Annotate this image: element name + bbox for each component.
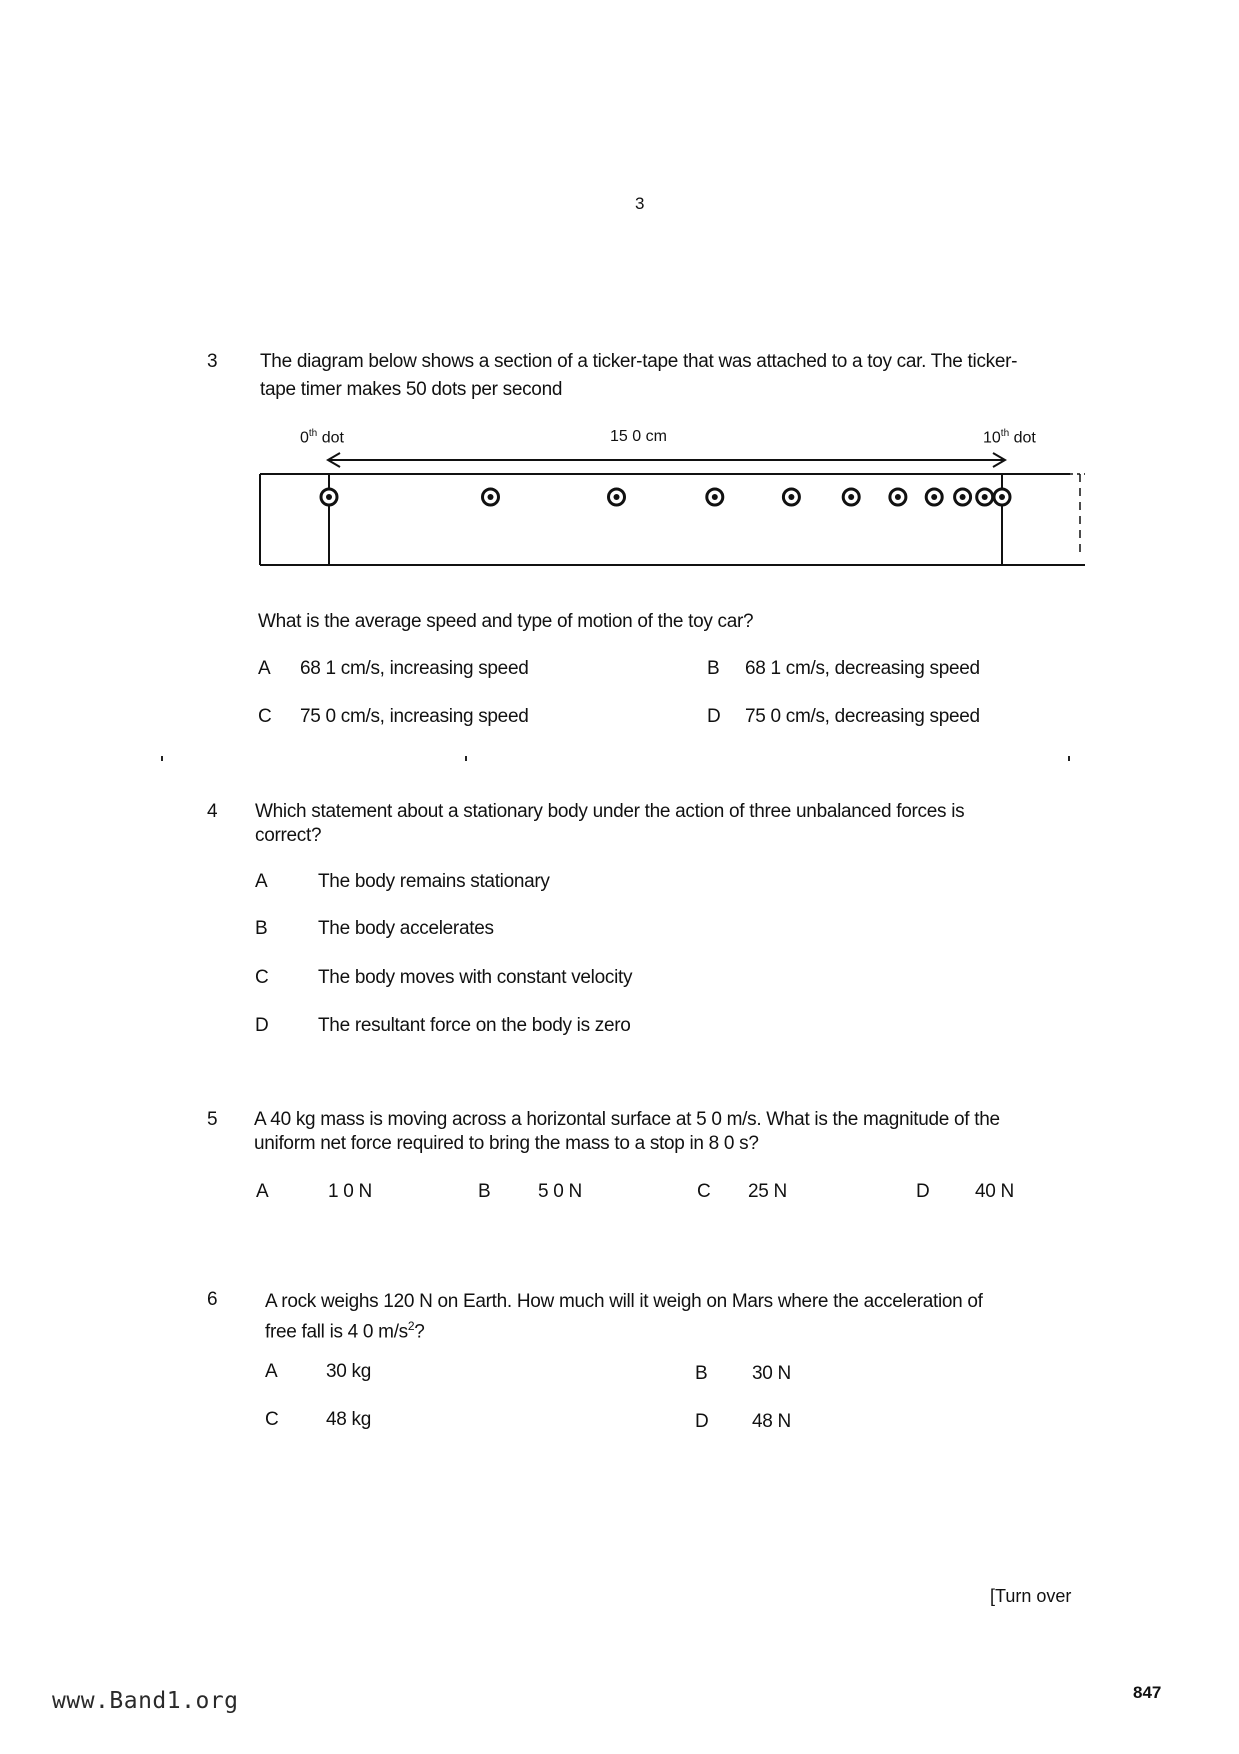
q6-option-a-text[interactable]: 30 kg [326, 1361, 371, 1382]
question-3-prompt: What is the average speed and type of motion of the toy car? [258, 611, 754, 632]
question-5-stem-line-1: A 40 kg mass is moving across a horizontal surface at 5 0 m/s. What is the magnitude of the [254, 1109, 1000, 1130]
q6-stem-end: ? [414, 1321, 425, 1343]
q4-option-d-text[interactable]: The resultant force on the body is zero [318, 1015, 631, 1036]
q3-option-a-text[interactable]: 68 1 cm/s, increasing speed [300, 658, 529, 679]
label-start-number: 0 [300, 429, 309, 447]
q5-option-d-letter: D [916, 1181, 930, 1202]
tape-dot-core-5 [848, 494, 854, 500]
question-6-stem-line-2 [265, 1314, 425, 1344]
q6-stem-main: free fall is 4 0 m/s [265, 1321, 408, 1343]
distance-label: 15 0 cm [610, 428, 667, 445]
q5-option-d-text[interactable]: 40 N [975, 1181, 1014, 1202]
question-5-stem-line-2: uniform net force required to bring the mass to a stop in 8 0 s? [254, 1133, 759, 1154]
q5-option-b-letter: B [478, 1181, 491, 1202]
q3-option-c-text[interactable]: 75 0 cm/s, increasing speed [300, 706, 529, 727]
paper-code: 847 [1133, 1683, 1162, 1702]
q5-option-c-text[interactable]: 25 N [748, 1181, 787, 1202]
q6-option-b-letter: B [695, 1363, 708, 1384]
scan-speck [1068, 756, 1070, 761]
q6-option-d-letter: D [695, 1411, 709, 1432]
question-4-number: 4 [207, 801, 218, 822]
q3-option-d-letter: D [707, 706, 721, 727]
q3-option-c-letter: C [258, 706, 272, 727]
tape-dot-core-9 [982, 494, 988, 500]
question-3-number: 3 [207, 351, 218, 372]
scan-speck [465, 756, 467, 761]
q5-option-c-letter: C [697, 1181, 711, 1202]
page-number: 3 [635, 194, 645, 213]
q3-option-b-text[interactable]: 68 1 cm/s, decreasing speed [745, 658, 980, 679]
q3-option-d-text[interactable]: 75 0 cm/s, decreasing speed [745, 706, 980, 727]
question-4-stem-line-1: Which statement about a stationary body under the action of three unbalanced forces is [255, 801, 965, 822]
tape-dot-core-1 [488, 494, 494, 500]
q6-option-b-text[interactable]: 30 N [752, 1363, 791, 1384]
q3-option-a-letter: A [258, 658, 271, 679]
label-start-suffix: dot [317, 429, 344, 447]
q6-option-c-letter: C [265, 1409, 279, 1430]
tape-dot-core-3 [712, 494, 718, 500]
scan-speck [161, 756, 163, 761]
label-end-suffix: dot [1009, 429, 1036, 447]
question-3-stem-line-2: tape timer makes 50 dots per second [260, 379, 563, 400]
q5-option-b-text[interactable]: 5 0 N [538, 1181, 582, 1202]
turn-over-note: [Turn over [990, 1586, 1072, 1606]
ticker-dots [321, 489, 1010, 505]
label-end-dot [983, 428, 1036, 447]
q4-option-a-text[interactable]: The body remains stationary [318, 871, 550, 892]
q3-option-b-letter: B [707, 658, 720, 679]
label-start-sup: th [308, 428, 318, 439]
label-start-dot [300, 428, 344, 447]
tape-dot-core-2 [614, 494, 620, 500]
q4-option-a-letter: A [255, 871, 268, 892]
q5-option-a-text[interactable]: 1 0 N [328, 1181, 372, 1202]
q4-option-b-letter: B [255, 918, 268, 939]
q5-option-a-letter: A [256, 1181, 269, 1202]
watermark[interactable]: www.Band1.org [52, 1688, 239, 1714]
q4-option-c-letter: C [255, 967, 269, 988]
q6-stem-superscript: 2 [407, 1319, 415, 1333]
tape-dot-core-10 [999, 494, 1005, 500]
q6-option-a-letter: A [265, 1361, 278, 1382]
question-6-stem-line-1: A rock weighs 120 N on Earth. How much will it weigh on Mars where the acceleration of [265, 1291, 983, 1312]
q4-option-c-text[interactable]: The body moves with constant velocity [318, 967, 633, 988]
q4-option-b-text[interactable]: The body accelerates [318, 918, 494, 939]
ticker-tape-diagram [250, 450, 1090, 580]
tape-dot-core-7 [931, 494, 937, 500]
tape-dot-core-8 [960, 494, 966, 500]
tape-dot-core-6 [895, 494, 901, 500]
q6-option-c-text[interactable]: 48 kg [326, 1409, 371, 1430]
tape-dot-core-0 [326, 494, 332, 500]
q4-option-d-letter: D [255, 1015, 269, 1036]
label-end-number: 10 [983, 429, 1001, 447]
q6-option-d-text[interactable]: 48 N [752, 1411, 791, 1432]
tape-dot-core-4 [788, 494, 794, 500]
question-3-stem-line-1: The diagram below shows a section of a ticker-tape that was attached to a toy car. The ticker- [260, 351, 1018, 372]
question-4-stem-line-2: correct? [255, 825, 322, 846]
question-5-number: 5 [207, 1109, 218, 1130]
label-end-sup: th [1000, 428, 1010, 439]
question-6-number: 6 [207, 1289, 218, 1310]
